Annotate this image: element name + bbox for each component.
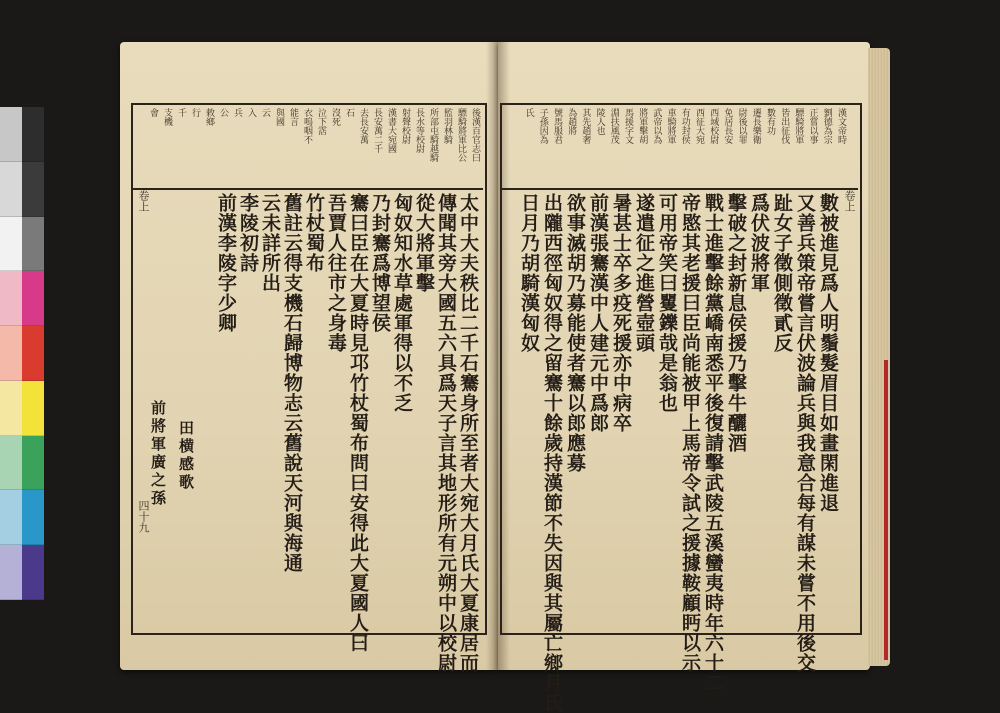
- color-swatch: [22, 271, 44, 326]
- header-note-column: 為趙將: [566, 108, 577, 135]
- header-note-column: 入: [246, 108, 256, 117]
- color-swatch: [22, 545, 44, 600]
- header-note-column: 去長安萬: [358, 108, 368, 144]
- color-calibration-card: [0, 107, 45, 600]
- header-note-column: 號馬服君: [552, 108, 562, 144]
- header-note-column: 車騎將軍: [665, 108, 676, 144]
- header-note-column: 遷長樂衛: [750, 108, 761, 144]
- header-note-column: 千: [176, 108, 186, 117]
- header-note-column: 其先趙奢: [580, 108, 591, 144]
- header-note-column: 所部屯騎越騎: [428, 108, 438, 162]
- header-note-column: 監羽林騎: [442, 108, 452, 144]
- right-header-rule: [500, 188, 858, 190]
- main-text-column: 出隴西徑匈奴得之留騫十餘歲持漢節不失因與其屬亡鄉月氏: [541, 193, 563, 713]
- main-text-column: 帝愍其老援曰臣尚能被甲上馬帝令試之援據鞍顧眄以示: [679, 193, 701, 673]
- main-text-column: 戰士進擊餘黨嶠南悉平後復請擊武陵五溪蠻夷時年六十二: [702, 193, 724, 693]
- left-page-number: 四十九: [137, 500, 150, 533]
- color-swatch: [22, 107, 44, 162]
- header-note-column: 沒死: [330, 108, 340, 126]
- main-text-column: 舊註云得支機石歸博物志云舊說天河與海通: [281, 193, 303, 573]
- header-note-column: 漢文帝時: [836, 108, 846, 144]
- color-swatch: [22, 217, 44, 272]
- main-text-column: 竹杖蜀布: [303, 193, 325, 273]
- header-note-column: 淵扶風茂: [608, 108, 619, 144]
- color-card-left-strip: [0, 107, 22, 600]
- header-note-column: 石: [344, 108, 354, 117]
- color-swatch: [0, 217, 22, 272]
- header-note-column: 公: [218, 108, 228, 117]
- color-swatch: [22, 436, 44, 491]
- main-text-column: 暑甚士卒多疫死援亦中病卒: [610, 193, 632, 433]
- header-note-column: 正嘗以事: [807, 108, 818, 144]
- header-note-column: 武帝以為: [651, 108, 662, 144]
- left-margin-title: 卷上: [137, 190, 150, 212]
- poem-title: 田横感歌: [177, 420, 195, 492]
- color-swatch: [0, 271, 22, 326]
- main-text-column: 乃封騫爲博望侯: [369, 193, 391, 333]
- header-note-column: 長水等校尉: [414, 108, 424, 153]
- main-text-column: 擊破之封新息侯援乃擊牛釃酒: [725, 193, 747, 453]
- color-swatch: [0, 107, 22, 162]
- main-text-column: 前漢張騫漢中人建元中爲郎: [587, 193, 609, 433]
- header-note-column: 尉後以罪: [736, 108, 747, 144]
- header-note-column: 能言: [288, 108, 298, 126]
- poem-line: 前將軍廣之孫: [149, 400, 167, 508]
- header-note-column: 陵人也: [594, 108, 605, 135]
- red-binding-edge: [884, 360, 888, 660]
- header-note-column: 氏: [523, 108, 534, 117]
- main-text-column: 欲事滅胡乃募能使者騫以郎應募: [564, 193, 586, 473]
- header-note-column: 敕鄉: [204, 108, 214, 126]
- color-swatch: [22, 326, 44, 381]
- header-note-column: 免居長安: [722, 108, 733, 144]
- color-swatch: [0, 490, 22, 545]
- header-note-column: 馬援字文: [623, 108, 633, 144]
- color-swatch: [0, 545, 22, 600]
- main-text-column: 李陵初詩: [237, 193, 259, 273]
- main-text-column: 傳聞其旁大國五六具爲天子言其地形所有元朔中以校尉: [435, 193, 457, 673]
- main-text-column: 前漢李陵字少卿: [215, 193, 237, 333]
- header-note-column: 子孫因為: [537, 108, 548, 144]
- color-swatch: [22, 490, 44, 545]
- header-note-column: 泣下霑: [316, 108, 326, 135]
- header-note-column: 長安萬二千: [372, 108, 382, 153]
- header-note-column: 射聲校尉: [400, 108, 410, 144]
- header-note-column: 驃騎將軍: [793, 108, 804, 144]
- header-note-column: 數有功: [765, 108, 775, 135]
- header-note-column: 西域校尉: [708, 108, 719, 144]
- header-note-column: 衣嗚咽不: [302, 108, 312, 144]
- main-text-column: 太中大夫秩比二千石騫身所至者大宛大月氏大夏康居而: [457, 193, 479, 673]
- right-margin-title: 卷上: [843, 190, 856, 212]
- main-text-column: 爲伏波將軍: [748, 193, 770, 293]
- main-text-column: 可用帝笑曰矍鑠哉是翁也: [656, 193, 678, 413]
- color-swatch: [0, 436, 22, 491]
- main-text-column: 騫曰臣在大夏時見邛竹杖蜀布問曰安得此大夏國人曰: [347, 193, 369, 653]
- left-header-rule: [131, 188, 483, 190]
- main-text-column: 日月乃胡騎漢匈奴: [518, 193, 540, 353]
- header-note-column: 有功封侯: [679, 108, 690, 144]
- header-note-column: 行: [190, 108, 200, 117]
- header-note-column: 驃騎將軍比公: [456, 108, 466, 162]
- header-note-column: 後漢百官志曰: [470, 108, 480, 162]
- header-note-column: 支機: [162, 108, 172, 126]
- color-swatch: [22, 162, 44, 217]
- main-text-column: 趾女子徵側徵貳反: [771, 193, 793, 353]
- main-text-column: 從大將軍擊: [413, 193, 435, 293]
- header-note-column: 云: [260, 108, 270, 117]
- header-note-column: 劉德為宗: [821, 108, 832, 144]
- color-swatch: [0, 326, 22, 381]
- header-note-column: 皆出征伐: [779, 108, 790, 144]
- header-note-column: 漢書大宛國: [386, 108, 396, 153]
- color-swatch: [0, 162, 22, 217]
- main-text-column: 云未詳所出: [259, 193, 281, 293]
- main-text-column: 吾賈人往市之身毒: [325, 193, 347, 353]
- main-text-column: 數被進見爲人明鬚髮眉目如畫閑進退: [817, 193, 839, 513]
- header-note-column: 兵: [232, 108, 242, 117]
- header-note-column: 將軍擊胡: [637, 108, 648, 144]
- header-note-column: 會: [148, 108, 158, 117]
- header-note-column: 與國: [274, 108, 284, 126]
- color-swatch: [0, 381, 22, 436]
- color-swatch: [22, 381, 44, 436]
- main-text-column: 遂遣征之進營壺頭: [633, 193, 655, 353]
- main-text-column: 又善兵策帝嘗言伏波論兵與我意合每有謀未嘗不用後交: [794, 193, 816, 673]
- header-note-column: 西征大宛: [694, 108, 704, 144]
- main-text-column: 匈奴知水草處軍得以不乏: [391, 193, 413, 413]
- color-card-right-strip: [22, 107, 44, 600]
